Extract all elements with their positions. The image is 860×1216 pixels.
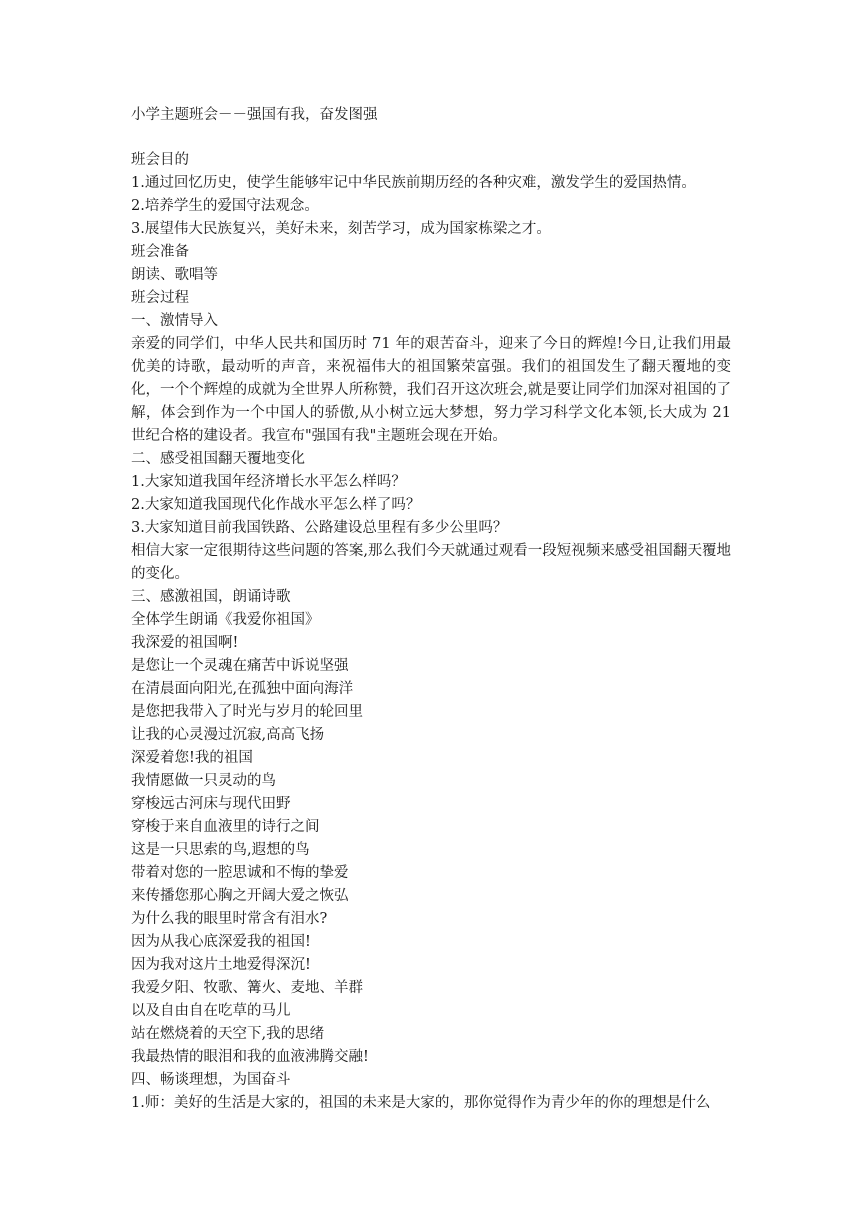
preparation-text: 朗读、歌唱等	[131, 267, 218, 283]
poem-line: 以及自由自在吃草的马儿	[131, 1003, 291, 1019]
section-2-heading: 二、感受祖国翻天覆地变化	[131, 451, 305, 467]
poem-line: 深爱着您!我的祖国	[131, 750, 253, 766]
poem-line: 是您让一个灵魂在痛苦中诉说坚强	[131, 658, 349, 674]
poem-line: 带着对您的一腔思诚和不悔的挚爱	[131, 865, 349, 881]
poem-line: 穿梭远古河床与现代田野	[131, 796, 291, 812]
poem-line: 为什么我的眼里时常含有泪水?	[131, 911, 328, 927]
poem-line: 因为我对这片土地爱得深沉!	[131, 957, 311, 973]
poem-line: 我爱夕阳、牧歌、篝火、麦地、羊群	[131, 980, 363, 996]
section-3-heading: 三、感激祖国，朗诵诗歌	[131, 589, 291, 605]
poem-line: 来传播您那心胸之开阔大爱之恢弘	[131, 888, 349, 904]
document-title: 小学主题班会－－强国有我，奋发图强	[131, 107, 378, 123]
heading-class-meeting-preparation: 班会准备	[131, 244, 189, 260]
question-1: 1.大家知道我国年经济增长水平怎么样吗？	[131, 474, 406, 490]
poem-line: 站在燃烧着的天空下,我的思绪	[131, 1026, 325, 1042]
question-3: 3.大家知道目前我国铁路、公路建设总里程有多少公里吗？	[131, 520, 508, 536]
poem-line: 穿梭于来自血液里的诗行之间	[131, 819, 320, 835]
section-2-paragraph: 相信大家一定很期待这些问题的答案,那么我们今天就通过观看一段短视频来感受祖国翻天覆地的变化。	[131, 543, 731, 582]
purpose-item-3: 3.展望伟大民族复兴，美好未来，刻苦学习，成为国家栋梁之才。	[131, 221, 551, 237]
purpose-item-1: 1.通过回忆历史，使学生能够牢记中华民族前期历经的各种灾难，激发学生的爱国热情。	[131, 175, 696, 191]
heading-class-meeting-purpose: 班会目的	[131, 152, 189, 168]
poem-line: 因为从我心底深爱我的祖国!	[131, 934, 311, 950]
poem-line: 我深爱的祖国啊!	[131, 635, 239, 651]
section-4-heading: 四、畅谈理想，为国奋斗	[131, 1072, 291, 1088]
poem-intro: 全体学生朗诵《我爱你祖国》	[131, 612, 320, 628]
question-2: 2.大家知道我国现代化作战水平怎么样了吗？	[131, 497, 421, 513]
poem-line: 我最热情的眼泪和我的血液沸腾交融!	[131, 1049, 369, 1065]
teacher-prompt-1: 1.师：美好的生活是大家的，祖国的未来是大家的，那你觉得作为青少年的你的理想是什么	[131, 1095, 711, 1111]
poem-line: 让我的心灵漫过沉寂,高高飞扬	[131, 727, 325, 743]
heading-class-meeting-process: 班会过程	[131, 290, 189, 306]
poem-line: 是您把我带入了时光与岁月的轮回里	[131, 704, 363, 720]
section-1-heading: 一、激情导入	[131, 313, 218, 329]
document-body	[131, 149, 731, 1115]
intro-paragraph: 亲爱的同学们，中华人民共和国历时 71 年的艰苦奋斗，迎来了今日的辉煌!今日,让我们用最优美的诗歌，最动听的声音，来祝福伟大的祖国繁荣富强。我们的祖国发生了翻天覆地的变化，一个个辉煌的成就为全世界人所称赞，我们召开这次班会,就是要让同学们加深对祖国的了解，体会到作为一个中国人的骄傲,从小树立远大梦想，努力学习科学文化本领,长大成为 21 世纪合格的建设者。我宣布"强国有我"主题班会现在开始。	[131, 336, 731, 444]
poem-line: 这是一只思索的鸟,遐想的鸟	[131, 842, 310, 858]
poem-line: 在清晨面向阳光,在孤独中面向海洋	[131, 681, 354, 697]
poem-line: 我情愿做一只灵动的鸟	[131, 773, 276, 789]
purpose-item-2: 2.培养学生的爱国守法观念。	[131, 198, 319, 214]
